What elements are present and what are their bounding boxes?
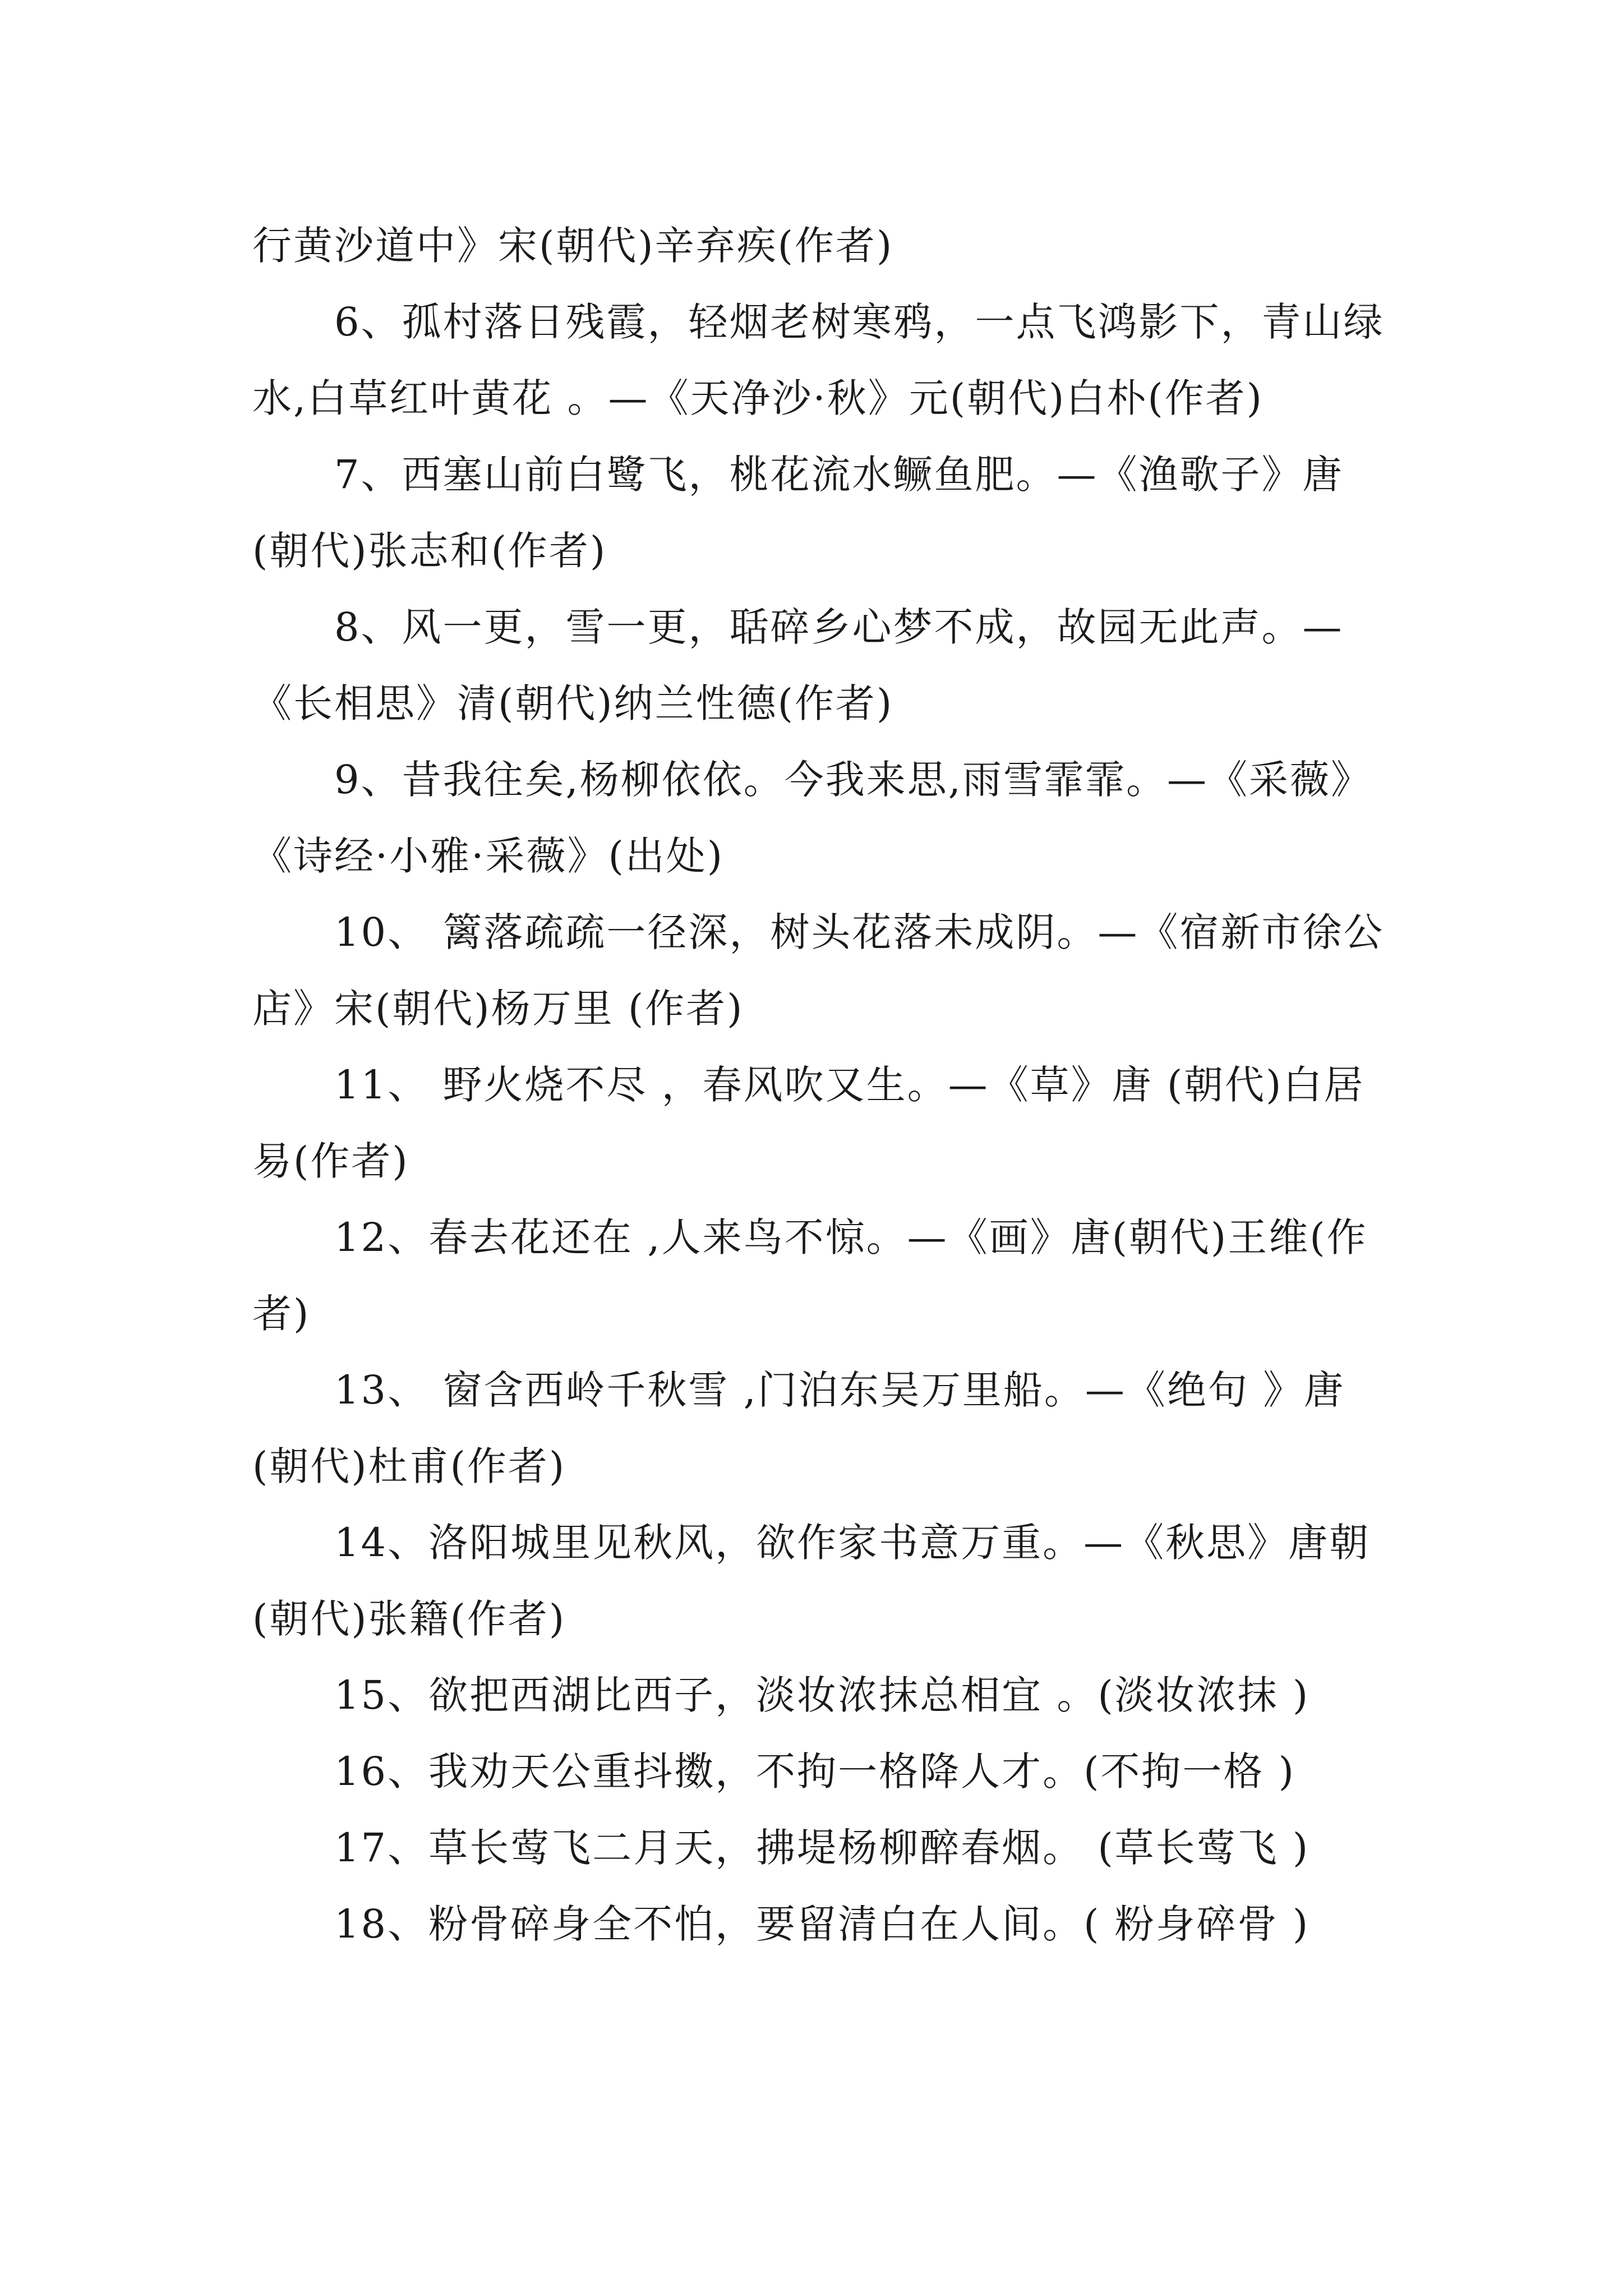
idiom-line-18: 18、粉骨碎身全不怕，要留清白在人间。( 粉身碎骨 ) xyxy=(334,1901,1310,1947)
paragraph-continuation: 行黄沙道中》宋(朝代)辛弃疾(作者) xyxy=(252,223,894,269)
poem-line-9: 9、昔我往矣,杨柳依依。今我来思,雨雪霏霏。—《采薇》《诗经·小雅·采薇》(出处) xyxy=(252,757,1372,879)
poem-line-6: 6、孤村落日残霞，轻烟老树寒鸦，一点飞鸿影下，青山绿水,白草红叶黄花 。—《天净沙·秋》元(朝代)白朴(作者) xyxy=(252,299,1385,421)
poem-line-8: 8、风一更，雪一更，聒碎乡心梦不成，故园无此声。—《长相思》清(朝代)纳兰性德(作者) xyxy=(252,604,1344,726)
idiom-line-16: 16、我劝天公重抖擞，不拘一格降人才。(不拘一格 ) xyxy=(334,1749,1295,1795)
poem-line-13: 13、 窗含西岭千秋雪 ,门泊东吴万里船。—《绝句 》唐(朝代)杜甫(作者) xyxy=(252,1367,1345,1489)
poem-line-12: 12、春去花还在 ,人来鸟不惊。—《画》唐(朝代)王维(作者) xyxy=(252,1214,1368,1337)
document-body xyxy=(252,208,1385,1962)
poem-line-7: 7、西塞山前白鹭飞，桃花流水鳜鱼肥。—《渔歌子》唐(朝代)张志和(作者) xyxy=(252,452,1344,574)
idiom-line-17: 17、草长莺飞二月天，拂堤杨柳醉春烟。 (草长莺飞 ) xyxy=(334,1825,1310,1871)
poem-line-14: 14、洛阳城里见秋风，欲作家书意万重。—《秋思》唐朝(朝代)张籍(作者) xyxy=(252,1520,1371,1642)
poem-line-10: 10、 篱落疏疏一径深，树头花落未成阴。—《宿新市徐公店》宋(朝代)杨万里 (作者) xyxy=(252,909,1385,1032)
poem-line-11: 11、 野火烧不尽 ，春风吹又生。—《草》唐 (朝代)白居易(作者) xyxy=(252,1062,1365,1184)
idiom-line-15: 15、欲把西湖比西子，淡妆浓抹总相宜 。(淡妆浓抹 ) xyxy=(334,1672,1310,1718)
